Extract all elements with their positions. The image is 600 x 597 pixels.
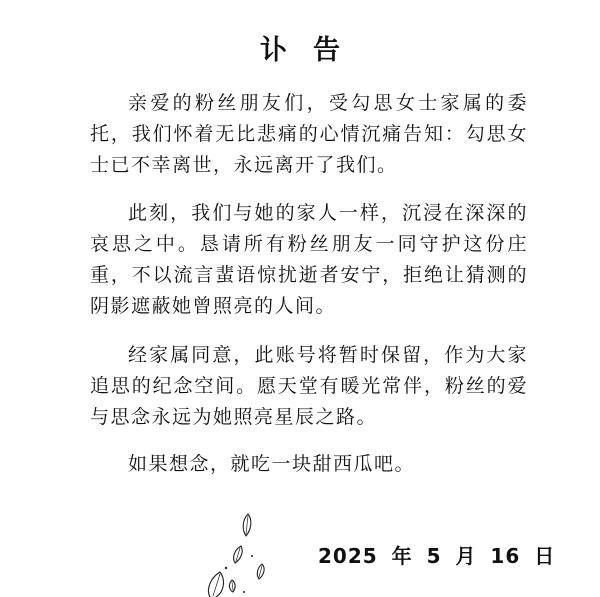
paragraph-request: 此刻，我们与她的家人一样，沉浸在深深的哀思之中。恳请所有粉丝朋友一同守护这份庄重，不以流言蜚语惊扰逝者安宁，拒绝让猜测的阴影遮蔽她曾照亮的人间。 (90, 202, 528, 317)
paragraph-account: 经家属同意，此账号将暂时保留，作为大家追思的纪念空间。愿天堂有暖光常伴，粉丝的爱与思念永远为她照亮星辰之路。 (90, 344, 528, 428)
paragraph-closing: 如果想念，就吃一块甜西瓜吧。 (128, 453, 416, 475)
paragraph-announcement: 亲爱的粉丝朋友们，受勾思女士家属的委托，我们怀着无比悲痛的心情沉痛告知：勾思女士已不幸离世，永远离开了我们。 (90, 92, 528, 176)
notice-title: 讣告 (260, 35, 366, 66)
falling-petals-icon (196, 506, 286, 597)
notice-date: 2025 年 5 月 16 日 (318, 544, 556, 568)
